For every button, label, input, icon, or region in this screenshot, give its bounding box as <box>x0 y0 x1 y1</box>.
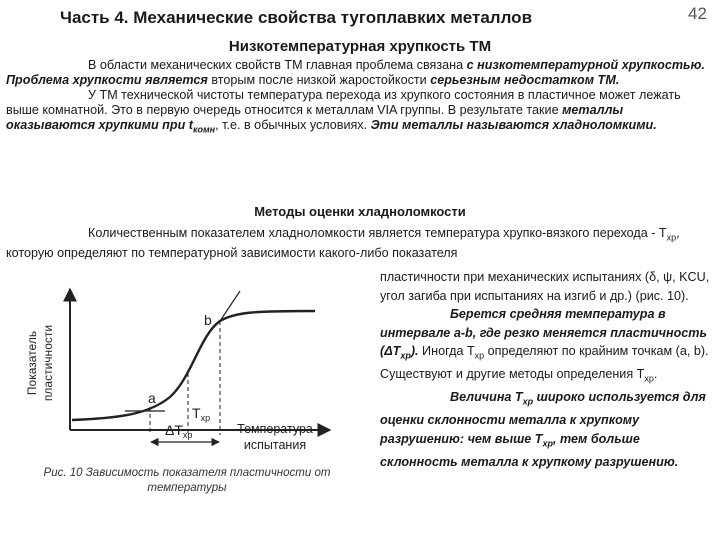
svg-text:Tхр <box>192 405 210 423</box>
methods-r2 <box>380 305 712 388</box>
page-number: 42 <box>688 4 707 23</box>
methods-r2-sub-2: хр <box>474 350 485 361</box>
methods-r2-ab: a <box>453 325 461 340</box>
t-label: T <box>192 405 201 421</box>
page-title: Часть 4. Механические свойства тугоплавких металлов <box>60 8 533 27</box>
methods-r2-sub: хр <box>400 350 411 361</box>
x-label-2: испытания <box>243 438 307 452</box>
intro-p2-b: металлы оказываются хрупкими при t <box>6 103 624 132</box>
methods-r2-a: Берется средняя температура в интервале <box>380 307 666 340</box>
intro-p1-c: вторым после низкой жаростойкости <box>207 73 431 87</box>
point-a-label: a <box>148 390 156 406</box>
methods-heading: Методы оценки хладноломкости <box>254 204 466 219</box>
ductility-curve <box>72 311 315 420</box>
section-subtitle: Низкотемпературная хрупкость ТМ <box>228 38 492 55</box>
methods-r2-f: . <box>653 367 658 382</box>
methods-p1: Количественным показателем хладноломкости является температура хрупко-вязкого перехода - Т <box>88 226 667 240</box>
x-label-1: Температура <box>237 422 313 436</box>
intro-p2-d: Эти металлы называются хладноломкими. <box>370 118 657 132</box>
dt-sub: хр <box>182 430 193 440</box>
methods-r3-c: , тем больше склонность металла к хрупкому разрушению. <box>380 431 679 469</box>
methods-r2-b: -b, где резко меняется пластичность (ΔТ <box>380 325 707 358</box>
methods-r2-c: ). <box>410 344 419 358</box>
point-b-label: b <box>204 312 212 328</box>
methods-r3 <box>380 388 712 471</box>
intro-paragraph-1 <box>6 58 712 88</box>
y-label-1: Показатель <box>25 330 39 396</box>
dt-label: ΔT <box>165 422 183 438</box>
ductility-figure <box>25 285 350 460</box>
methods-r3-sub: хр <box>522 396 534 407</box>
intro-paragraph-2 <box>6 88 712 138</box>
svg-text:Показатель <box>25 331 39 395</box>
methods-r1: пластичности при механических испытаниях (δ, ψ, KCU, угол загиба при испытаниях на изгиб и др.) (рис. 10). <box>380 270 710 303</box>
figure-caption: Рис. 10 Зависимость показателя пластичности от температуры <box>43 467 331 494</box>
methods-r3-a: Величина Т <box>450 390 523 405</box>
methods-paragraph-1 <box>6 226 712 261</box>
methods-r2-sub-3: хр <box>644 373 654 384</box>
intro-p1-b: с низкотемпературной хрупкостью. Проблема хрупкости является <box>6 58 705 87</box>
y-label-2: пластичности <box>41 324 55 402</box>
intro-p2-a: У ТМ технической чистоты температура перехода из хрупкого состояния в пластичное может лежать выше комнатной. Это в первую очередь относится к металлам VIA группы. В результате такие <box>6 88 681 117</box>
methods-r3-sub-2: хр <box>542 438 554 449</box>
intro-p1-a: В области механических свойств ТМ главная проблема связана <box>88 58 467 72</box>
t-sub: хр <box>200 413 211 423</box>
intro-text <box>6 58 712 138</box>
methods-r2-d: Иногда Т <box>418 344 475 358</box>
methods-p1-sub: хр <box>666 232 677 243</box>
intro-p2-sub: комн <box>192 124 216 135</box>
intro-p2-c: , т.е. в обычных условиях. <box>215 118 371 132</box>
methods-r3-b: широко используется для оценки склонности металла к хрупкому разрушению: чем выше Т <box>380 390 706 446</box>
svg-text:пластичности <box>41 325 55 401</box>
methods-p1-end: , которую определяют по температурной зависимости какого-либо показателя <box>6 226 680 260</box>
intro-p1-d: серьезным недостатком ТМ. <box>430 73 620 87</box>
methods-right-column <box>380 268 712 471</box>
methods-r2-e: определяют по крайним точкам (a, b). Существуют и другие методы определения Т <box>380 344 709 382</box>
